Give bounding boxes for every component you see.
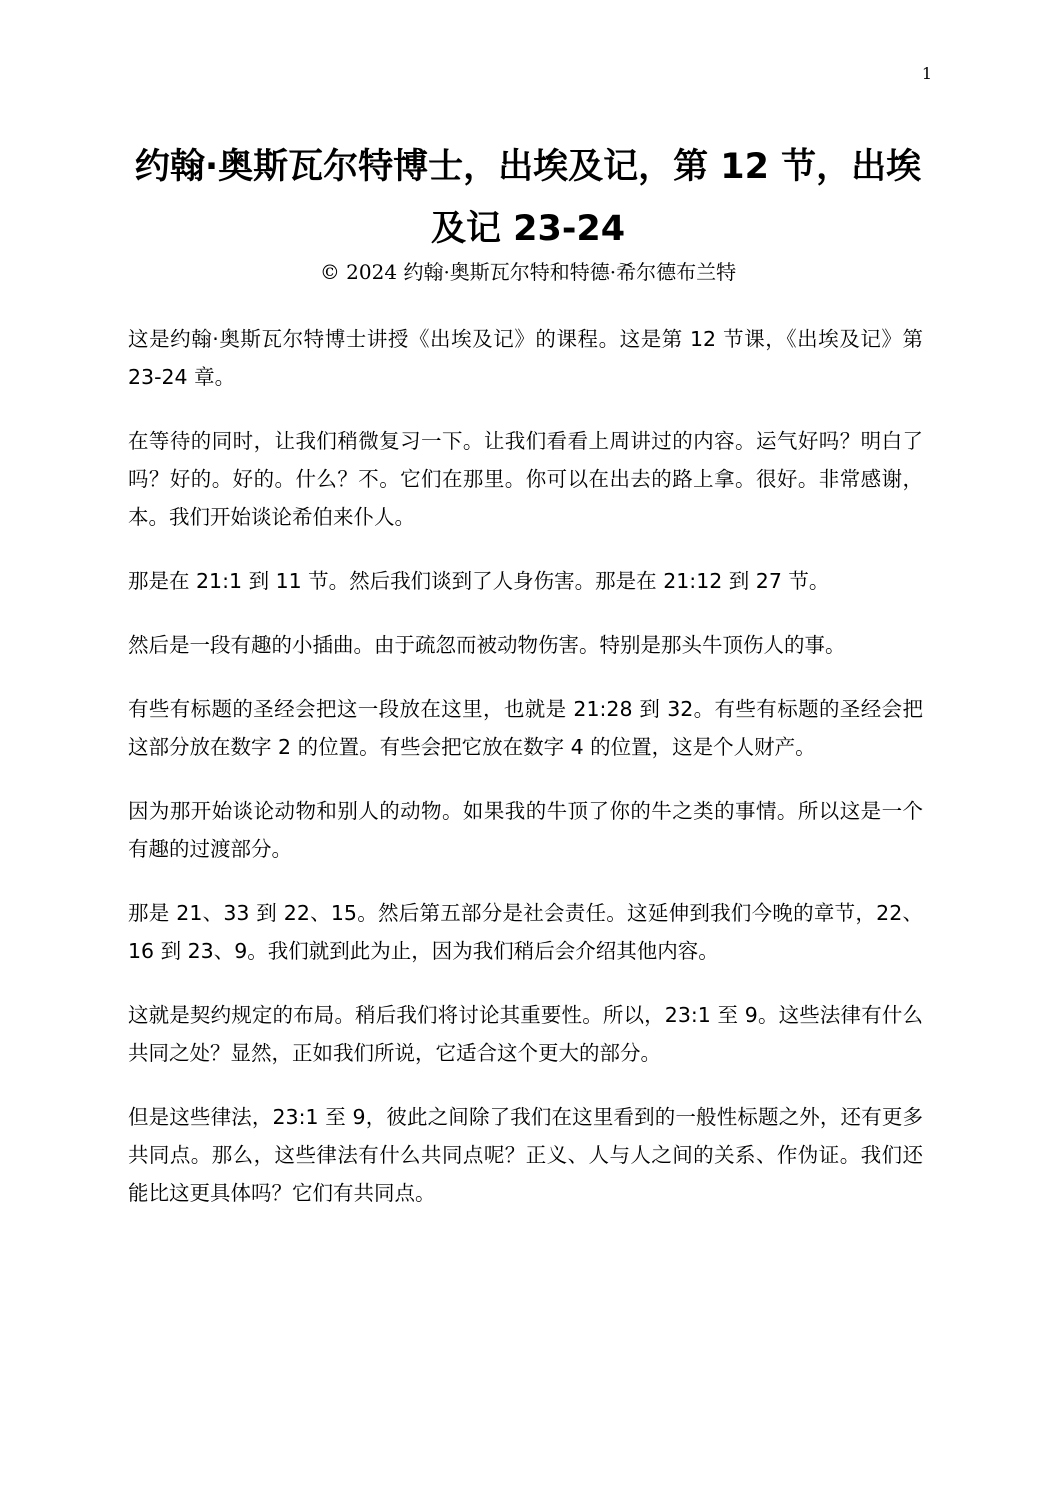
paragraph: 在等待的同时，让我们稍微复习一下。让我们看看上周讲过的内容。运气好吗？明白了吗？好的。好的。什么？不。它们在那里。你可以在出去的路上拿。很好。非常感谢，本。我们开始谈论希伯来仆人。	[128, 429, 923, 529]
paragraph: 因为那开始谈论动物和别人的动物。如果我的牛顶了你的牛之类的事情。所以这是一个有趣的过渡部分。	[128, 799, 923, 861]
document-title: 约翰·奥斯瓦尔特博士，出埃及记，第 12 节，出埃及记 23-24	[134, 147, 922, 249]
paragraph: 这是约翰·奥斯瓦尔特博士讲授《出埃及记》的课程。这是第 12 节课，《出埃及记》第 23-24 章。	[128, 327, 923, 389]
copyright-line: © 2024 约翰·奥斯瓦尔特和特德·希尔德布兰特	[319, 260, 737, 284]
paragraph: 有些有标题的圣经会把这一段放在这里，也就是 21:28 到 32。有些有标题的圣经会把这部分放在数字 2 的位置。有些会把它放在数字 4 的位置，这是个人财产。	[128, 697, 923, 759]
page-number: 1	[921, 64, 932, 83]
document-body	[128, 320, 923, 1238]
paragraph: 然后是一段有趣的小插曲。由于疏忽而被动物伤害。特别是那头牛顶伤人的事。	[128, 633, 846, 657]
paragraph: 但是这些律法，23:1 至 9，彼此之间除了我们在这里看到的一般性标题之外，还有更多共同点。那么，这些律法有什么共同点呢？正义、人与人之间的关系、作伪证。我们还能比这更具体吗？它们有共同点。	[128, 1105, 923, 1205]
paragraph: 那是在 21:1 到 11 节。然后我们谈到了人身伤害。那是在 21:12 到 27 节。	[128, 569, 830, 593]
paragraph: 这就是契约规定的布局。稍后我们将讨论其重要性。所以，23:1 至 9。这些法律有什么共同之处？显然，正如我们所说，它适合这个更大的部分。	[128, 1003, 923, 1065]
paragraph: 那是 21、33 到 22、15。然后第五部分是社会责任。这延伸到我们今晚的章节，22、16 到 23、9。我们就到此为止，因为我们稍后会介绍其他内容。	[128, 901, 923, 963]
